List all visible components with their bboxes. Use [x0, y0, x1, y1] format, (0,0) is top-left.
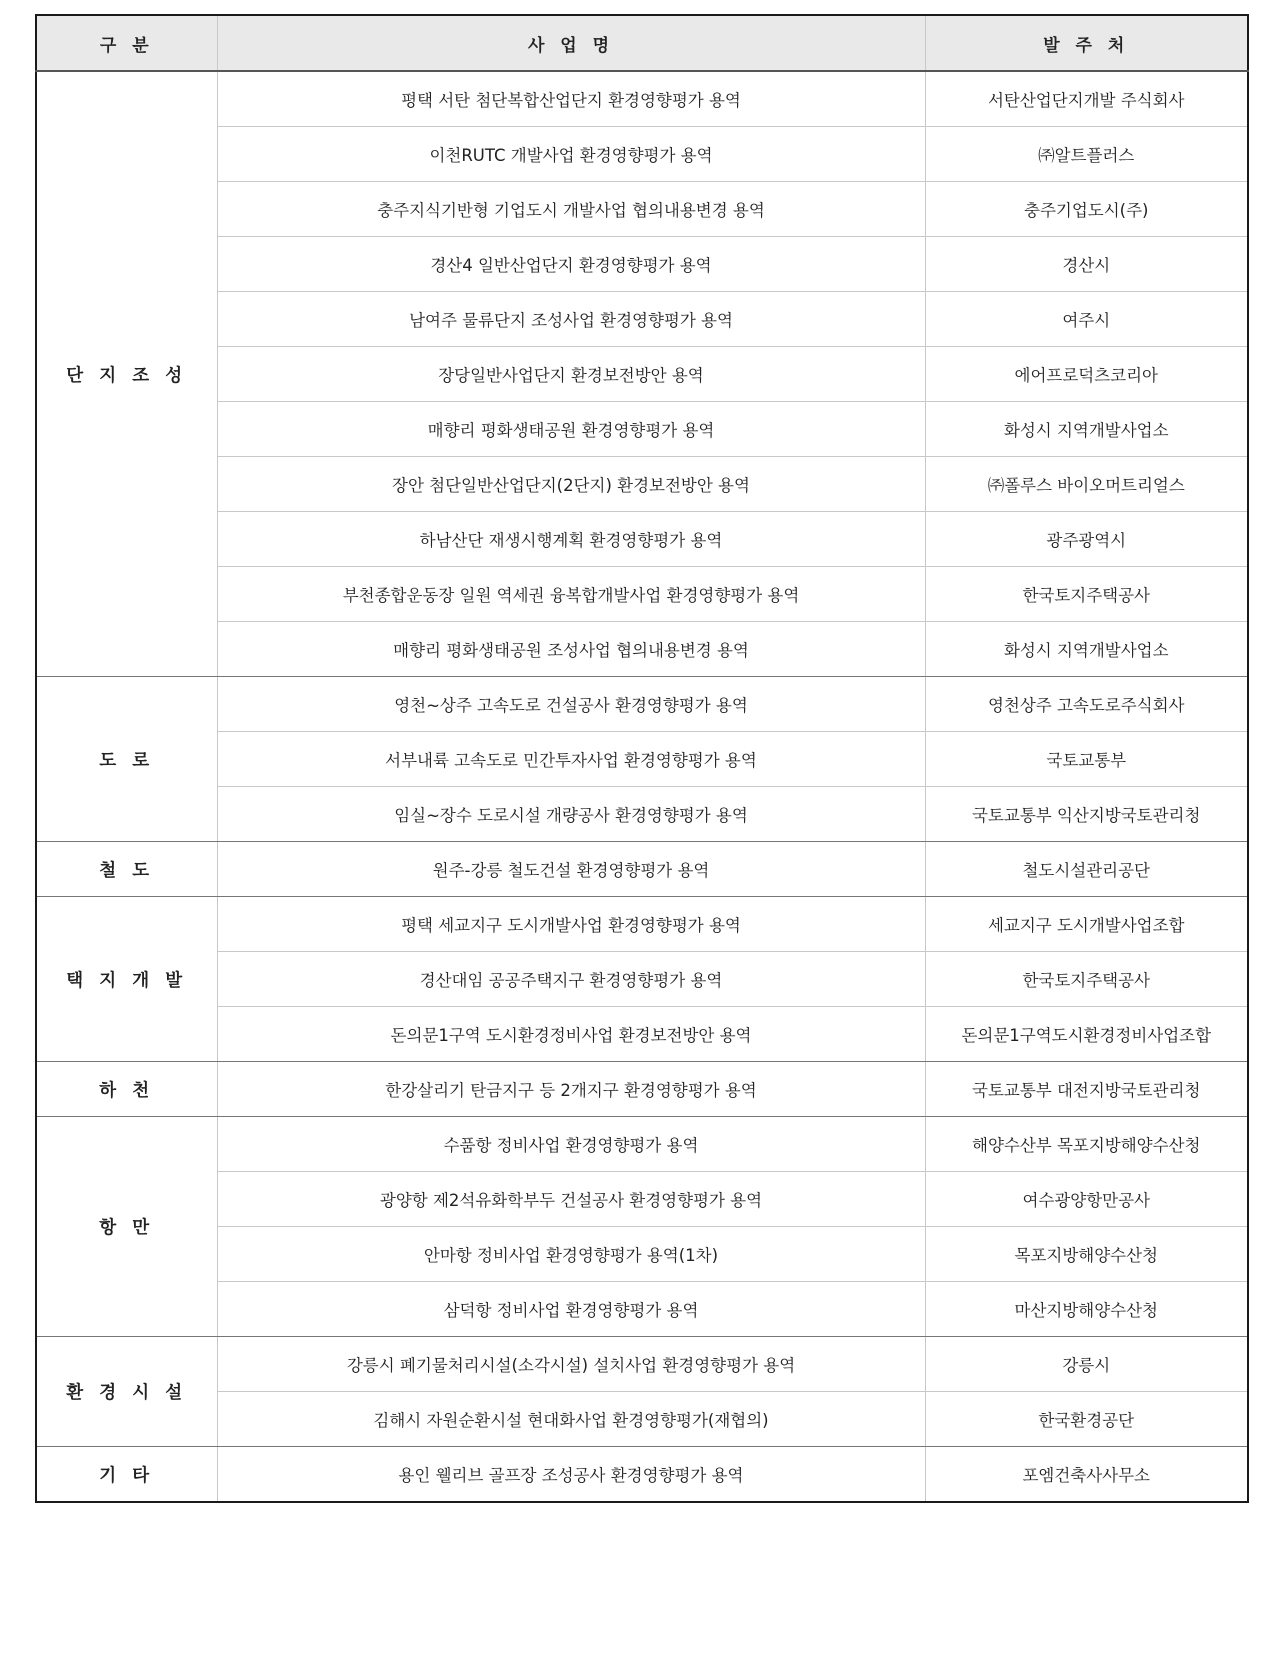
project-name-cell: 서부내륙 고속도로 민간투자사업 환경영향평가 용역	[217, 732, 925, 787]
category-cell: 하 천	[36, 1062, 217, 1117]
client-cell: 한국토지주택공사	[925, 952, 1248, 1007]
category-cell: 도 로	[36, 677, 217, 842]
client-cell: 충주기업도시(주)	[925, 182, 1248, 237]
project-name-cell: 충주지식기반형 기업도시 개발사업 협의내용변경 용역	[217, 182, 925, 237]
header-project-name: 사 업 명	[217, 15, 925, 71]
client-cell: 해양수산부 목포지방해양수산청	[925, 1117, 1248, 1172]
table-row	[36, 1227, 1248, 1282]
table-row	[36, 127, 1248, 182]
client-cell: 여수광양항만공사	[925, 1172, 1248, 1227]
header-row	[36, 15, 1248, 71]
header-client: 발 주 처	[925, 15, 1248, 71]
table-row	[36, 292, 1248, 347]
project-name-cell: 안마항 정비사업 환경영향평가 용역(1차)	[217, 1227, 925, 1282]
table-row	[36, 457, 1248, 512]
project-table	[35, 14, 1249, 1503]
category-cell: 항 만	[36, 1117, 217, 1337]
table-row	[36, 1062, 1248, 1117]
table-row	[36, 842, 1248, 897]
table-row	[36, 237, 1248, 292]
project-name-cell: 경산대임 공공주택지구 환경영향평가 용역	[217, 952, 925, 1007]
client-cell: 국토교통부	[925, 732, 1248, 787]
client-cell: 돈의문1구역도시환경정비사업조합	[925, 1007, 1248, 1062]
client-cell: 국토교통부 익산지방국토관리청	[925, 787, 1248, 842]
table-row	[36, 952, 1248, 1007]
project-name-cell: 한강살리기 탄금지구 등 2개지구 환경영향평가 용역	[217, 1062, 925, 1117]
project-name-cell: 남여주 물류단지 조성사업 환경영향평가 용역	[217, 292, 925, 347]
project-name-cell: 하남산단 재생시행계획 환경영향평가 용역	[217, 512, 925, 567]
table-row	[36, 1337, 1248, 1392]
client-cell: 서탄산업단지개발 주식회사	[925, 71, 1248, 127]
header-category: 구 분	[36, 15, 217, 71]
project-name-cell: 영천~상주 고속도로 건설공사 환경영향평가 용역	[217, 677, 925, 732]
category-cell: 철 도	[36, 842, 217, 897]
client-cell: 화성시 지역개발사업소	[925, 622, 1248, 677]
project-name-cell: 용인 웰리브 골프장 조성공사 환경영향평가 용역	[217, 1447, 925, 1503]
project-name-cell: 부천종합운동장 일원 역세권 융복합개발사업 환경영향평가 용역	[217, 567, 925, 622]
client-cell: 국토교통부 대전지방국토관리청	[925, 1062, 1248, 1117]
project-name-cell: 임실~장수 도로시설 개량공사 환경영향평가 용역	[217, 787, 925, 842]
project-name-cell: 장안 첨단일반산업단지(2단지) 환경보전방안 용역	[217, 457, 925, 512]
client-cell: ㈜폴루스 바이오머트리얼스	[925, 457, 1248, 512]
project-name-cell: 이천RUTC 개발사업 환경영향평가 용역	[217, 127, 925, 182]
table-row	[36, 182, 1248, 237]
client-cell: 화성시 지역개발사업소	[925, 402, 1248, 457]
project-name-cell: 강릉시 폐기물처리시설(소각시설) 설치사업 환경영향평가 용역	[217, 1337, 925, 1392]
client-cell: 경산시	[925, 237, 1248, 292]
table-row	[36, 1392, 1248, 1447]
project-name-cell: 평택 세교지구 도시개발사업 환경영향평가 용역	[217, 897, 925, 952]
project-name-cell: 매향리 평화생태공원 조성사업 협의내용변경 용역	[217, 622, 925, 677]
project-name-cell: 삼덕항 정비사업 환경영향평가 용역	[217, 1282, 925, 1337]
client-cell: 세교지구 도시개발사업조합	[925, 897, 1248, 952]
table-row	[36, 567, 1248, 622]
category-cell: 환 경 시 설	[36, 1337, 217, 1447]
table-row	[36, 71, 1248, 127]
client-cell: 마산지방해양수산청	[925, 1282, 1248, 1337]
table-row	[36, 677, 1248, 732]
client-cell: 포엠건축사사무소	[925, 1447, 1248, 1503]
table-row	[36, 1447, 1248, 1503]
client-cell: 강릉시	[925, 1337, 1248, 1392]
category-cell: 단 지 조 성	[36, 71, 217, 677]
table-row	[36, 402, 1248, 457]
client-cell: 영천상주 고속도로주식회사	[925, 677, 1248, 732]
client-cell: 한국토지주택공사	[925, 567, 1248, 622]
project-name-cell: 경산4 일반산업단지 환경영향평가 용역	[217, 237, 925, 292]
table-header	[36, 15, 1248, 71]
client-cell: 철도시설관리공단	[925, 842, 1248, 897]
table-row	[36, 1117, 1248, 1172]
table-row	[36, 622, 1248, 677]
table-row	[36, 1007, 1248, 1062]
table-row	[36, 512, 1248, 567]
table-row	[36, 787, 1248, 842]
table-row	[36, 897, 1248, 952]
category-cell: 기 타	[36, 1447, 217, 1503]
client-cell: 여주시	[925, 292, 1248, 347]
client-cell: ㈜알트플러스	[925, 127, 1248, 182]
project-name-cell: 광양항 제2석유화학부두 건설공사 환경영향평가 용역	[217, 1172, 925, 1227]
project-name-cell: 평택 서탄 첨단복합산업단지 환경영향평가 용역	[217, 71, 925, 127]
category-cell: 택 지 개 발	[36, 897, 217, 1062]
table-body	[36, 71, 1248, 1502]
client-cell: 에어프로덕츠코리아	[925, 347, 1248, 402]
project-name-cell: 수품항 정비사업 환경영향평가 용역	[217, 1117, 925, 1172]
table-row	[36, 1282, 1248, 1337]
project-name-cell: 매향리 평화생태공원 환경영향평가 용역	[217, 402, 925, 457]
table-row	[36, 347, 1248, 402]
project-name-cell: 김해시 자원순환시설 현대화사업 환경영향평가(재협의)	[217, 1392, 925, 1447]
table-row	[36, 732, 1248, 787]
project-name-cell: 원주-강릉 철도건설 환경영향평가 용역	[217, 842, 925, 897]
project-name-cell: 장당일반사업단지 환경보전방안 용역	[217, 347, 925, 402]
client-cell: 광주광역시	[925, 512, 1248, 567]
client-cell: 한국환경공단	[925, 1392, 1248, 1447]
table-row	[36, 1172, 1248, 1227]
project-name-cell: 돈의문1구역 도시환경정비사업 환경보전방안 용역	[217, 1007, 925, 1062]
client-cell: 목포지방해양수산청	[925, 1227, 1248, 1282]
